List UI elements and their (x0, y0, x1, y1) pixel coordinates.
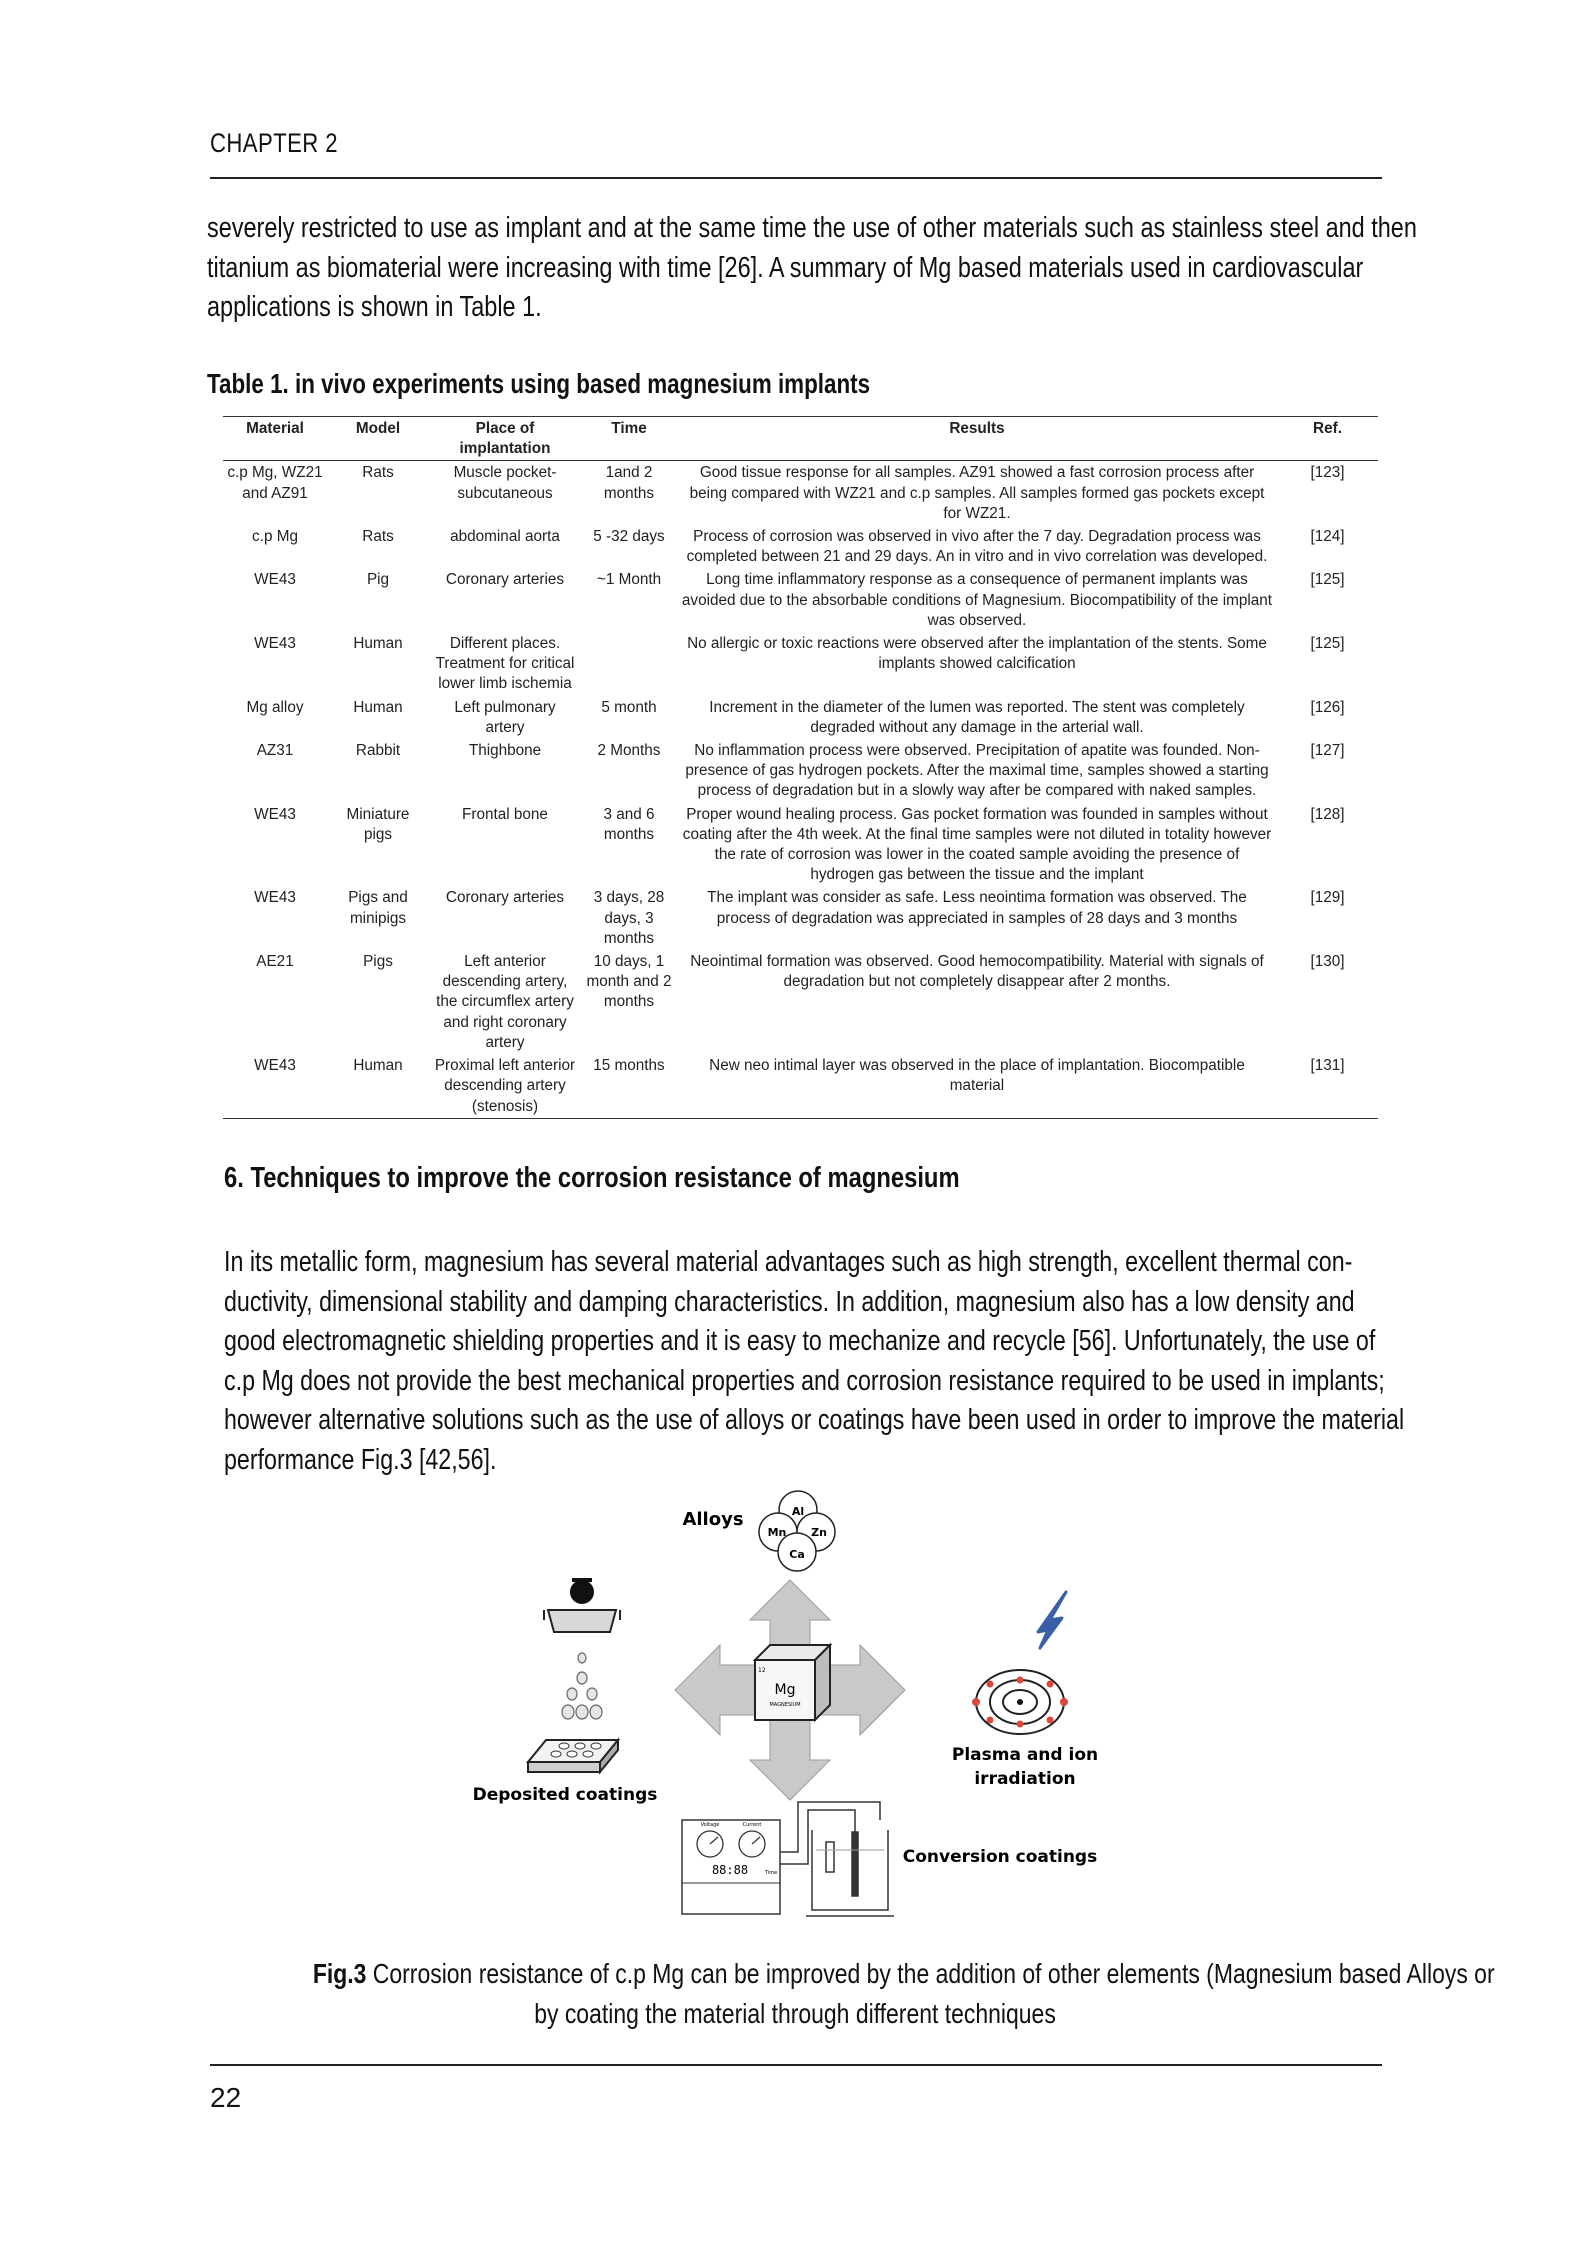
table-row (223, 696, 1378, 739)
cell-results: The implant was consider as safe. Less neointima formation was observed. The process of degradation was appreciated in samples of 28 days and 3 months (707, 889, 1247, 927)
body-paragraph (224, 1243, 1405, 1480)
device-voltage: Voltage (700, 1822, 720, 1828)
atom-nucleus (1017, 1699, 1023, 1705)
cell-material: WE43 (254, 571, 296, 589)
cell-model: Pigs (363, 953, 393, 971)
cell-material: WE43 (254, 635, 296, 653)
cell-results: Proper wound healing process. Gas pocket formation was founded in samples without coating after the 4th week. At the final time samples were not diluted in totality however the rate of corrosion was lower in the coated sample avoiding the presence of hydrogen gas between the tissue and the implant (682, 805, 1272, 884)
cube-label: Mg (774, 1682, 796, 1698)
cell-material: Mg alloy (246, 698, 304, 716)
electrolysis-cell-icon (780, 1802, 894, 1916)
cell-results: No allergic or toxic reactions were observed after the implantation of the stents. Some implants showed calcification (687, 635, 1267, 673)
cell-model: Human (353, 635, 403, 653)
page-number: 22 (210, 2082, 242, 2113)
cell-material: WE43 (223, 1054, 327, 1118)
cell-model: Human (327, 1054, 429, 1118)
figure-3-diagram (460, 1480, 1140, 1920)
cell-place: abdominal aorta (450, 528, 560, 546)
table-row (223, 1054, 1378, 1118)
cell-material: WE43 (254, 889, 296, 907)
device-current: Current (742, 1822, 762, 1828)
intro-line-3: applications is shown in Table 1. (207, 291, 542, 323)
body-line-2: ductivity, dimensional stability and damping characteristics. In addition, magnesium also has a low density and (224, 1285, 1355, 1318)
cell-time: 5 month (601, 698, 657, 716)
magnesium-cube-icon (755, 1645, 830, 1720)
cube-number: 12 (758, 1667, 766, 1674)
cell-place: Muscle pocket-subcutaneous (453, 464, 557, 502)
table-caption: Table 1. in vivo experiments using based magnesium implants (207, 368, 871, 399)
cell-ref: [126] (1310, 698, 1345, 716)
cell-time: 3 days, 28 days, 3 months (593, 889, 665, 947)
cell-model: Pigs and minipigs (348, 889, 408, 927)
alloys-label: Alloys (682, 1509, 744, 1530)
element-zn: Zn (811, 1526, 827, 1539)
col-time: Time (581, 417, 677, 461)
cell-results: No inflammation process were observed. Precipitation of apatite was founded. Non-presence of gas hydrogen pockets. After the maximal time, samples showed a starting process of degradation but in a slowly way after be compared with naked samples. (685, 742, 1269, 800)
cell-time: 10 days, 1 month and 2 months (586, 953, 672, 1011)
cell-results: New neo intimal layer was observed in the place of implantation. Biocompatible material (677, 1054, 1277, 1118)
cell-ref: [127] (1310, 742, 1345, 760)
cube-sub: MAGNESIUM (769, 1702, 801, 1708)
body-line-3: good electromagnetic shielding properties and it is easy to mechanize and recycle [56]. Unfortunately, the use of (224, 1325, 1376, 1357)
cell-model: Human (353, 698, 403, 716)
footer-rule (210, 2064, 1382, 2066)
lightning-icon (1038, 1592, 1066, 1648)
deposition-source-icon (544, 1578, 620, 1632)
cell-time (581, 632, 677, 696)
device-display: 88:88 (711, 1863, 749, 1877)
cell-ref: [129] (1310, 889, 1345, 907)
figure-caption-line-1 (312, 1954, 1495, 1994)
intro-paragraph (207, 209, 1417, 328)
figure-caption-label: Fig.3 (312, 1958, 367, 1989)
cell-material: c.p Mg (252, 528, 298, 546)
col-ref: Ref. (1277, 417, 1378, 461)
table-row (223, 568, 1378, 632)
cell-results: Process of corrosion was observed in vivo after the 7 day. Degradation process was completed between 21 and 29 days. An in vitro and in vivo correlation was developed. (686, 528, 1268, 566)
body-line-6: performance Fig.3 [42,56]. (224, 1443, 497, 1476)
figure-caption-text-1: Corrosion resistance of c.p Mg can be improved by the addition of other elements (Magnesium based Alloys or (366, 1958, 1495, 1989)
cell-ref: [124] (1310, 528, 1345, 546)
substrate-plate-icon (528, 1740, 618, 1772)
cell-place: Left anterior descending artery, the circumflex artery and right coronary artery (436, 953, 574, 1051)
cell-material: c.p Mg, WZ21 and AZ91 (227, 464, 323, 502)
cell-time: 5 -32 days (593, 528, 665, 546)
cell-place: Coronary arteries (445, 889, 565, 907)
cell-results: Neointimal formation was observed. Good hemocompatibility. Material with signals of degradation but not completely disappear after 2 months. (690, 953, 1264, 991)
cell-model: Rats (362, 464, 394, 482)
chapter-header: CHAPTER 2 (210, 128, 338, 158)
plasma-label-1: Plasma and ion (951, 1745, 1099, 1765)
intro-line-2: titanium as biomaterial were increasing with time [26]. A summary of Mg based materials used in cardiovascular (207, 251, 1364, 284)
body-line-5: however alternative solutions such as the use of alloys or coatings have been used in order to improve the material (224, 1404, 1405, 1436)
table-header-row (223, 417, 1378, 461)
cell-results: Increment in the diameter of the lumen was reported. The stent was completely degraded without any damage in the arterial wall. (709, 698, 1245, 736)
cell-place: Different places. Treatment for critical lower limb ischemia (435, 635, 575, 693)
table-row (223, 950, 1378, 1054)
power-supply-icon (682, 1820, 780, 1914)
cell-model: Miniature pigs (346, 805, 410, 843)
section-title: 6. Techniques to improve the corrosion resistance of magnesium (224, 1162, 960, 1194)
cell-place: Frontal bone (462, 805, 548, 823)
cell-time: 1and 2 months (603, 464, 655, 502)
figure-caption (207, 1954, 1495, 2034)
cell-material: AZ31 (256, 742, 294, 760)
element-mn: Mn (767, 1526, 787, 1539)
cell-time: 2 Months (597, 742, 661, 760)
body-line-1: In its metallic form, magnesium has several material advantages such as high strength, excellent thermal con- (224, 1246, 1353, 1278)
cell-results: Long time inflammatory response as a consequence of permanent implants was avoided due to the absorbable conditions of Magnesium. Biocompatibility of the implant was observed. (681, 571, 1273, 629)
plasma-label-2: irradiation (974, 1769, 1076, 1789)
cell-place: Left pulmonary artery (454, 698, 556, 736)
cell-results: Good tissue response for all samples. AZ91 showed a fast corrosion process after being compared with WZ21 and c.p samples. All samples formed gas pockets except for WZ21. (689, 464, 1265, 522)
cell-model: Rats (362, 528, 394, 546)
table-row (223, 461, 1378, 525)
table-row (223, 525, 1378, 568)
cell-time: 3 and 6 months (603, 805, 655, 843)
cell-ref: [131] (1277, 1054, 1378, 1118)
cell-ref: [125] (1310, 571, 1345, 589)
figure-caption-line-2: by coating the material through different techniques (534, 1998, 1056, 2029)
element-al: Al (791, 1505, 805, 1518)
cell-material: AE21 (256, 953, 294, 971)
cell-time: 15 months (581, 1054, 677, 1118)
cell-ref: [128] (1310, 805, 1345, 823)
conversion-label: Conversion coatings (902, 1847, 1098, 1867)
table-row (223, 886, 1378, 950)
table-row (223, 803, 1378, 887)
col-model: Model (327, 417, 429, 461)
cell-ref: [123] (1310, 464, 1345, 482)
header-rule (210, 177, 1382, 179)
experiments-table (223, 416, 1378, 1119)
table-row (223, 739, 1378, 803)
col-place: Place of implantation (429, 417, 581, 461)
cell-ref: [125] (1310, 635, 1345, 653)
cell-place: Coronary arteries (445, 571, 565, 589)
cell-time: ~1 Month (596, 571, 662, 589)
col-material: Material (223, 417, 327, 461)
cell-ref: [130] (1310, 953, 1345, 971)
device-time: Time (765, 1870, 778, 1876)
col-results: Results (677, 417, 1277, 461)
droplets-icon (562, 1653, 602, 1719)
cell-model: Pig (366, 571, 390, 589)
cell-material: WE43 (254, 805, 296, 823)
cell-place: Thighbone (468, 742, 542, 760)
cell-model: Rabbit (355, 742, 401, 760)
table-row (223, 632, 1378, 696)
deposited-label: Deposited coatings (472, 1785, 658, 1805)
cell-place: Proximal left anterior descending artery (stenosis) (429, 1054, 581, 1118)
body-line-4: c.p Mg does not provide the best mechanical properties and corrosion resistance required to be used in implants; (224, 1364, 1385, 1397)
element-ca: Ca (789, 1548, 805, 1561)
intro-line-1: severely restricted to use as implant and at the same time the use of other materials such as stainless steel and then (207, 212, 1417, 244)
